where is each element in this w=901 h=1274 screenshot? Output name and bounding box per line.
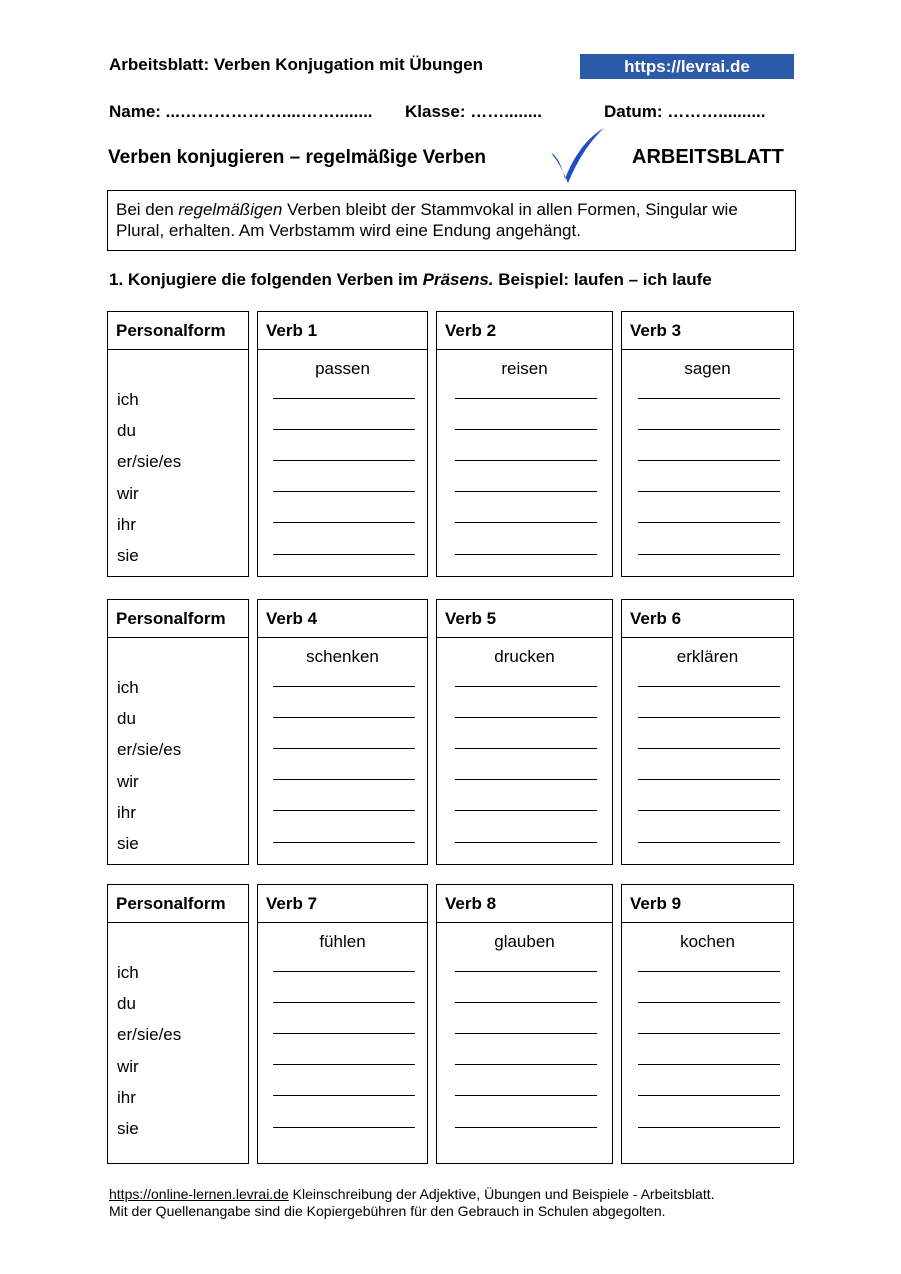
- answer-line[interactable]: [273, 398, 415, 399]
- verb-column: [257, 311, 428, 577]
- worksheet-title: Arbeitsblatt: Verben Konjugation mit Übungen: [109, 55, 483, 74]
- site-badge: https://levrai.de: [580, 54, 794, 79]
- answer-line[interactable]: [455, 748, 597, 749]
- answer-line[interactable]: [455, 460, 597, 461]
- answer-line[interactable]: [455, 1127, 597, 1128]
- answer-line[interactable]: [638, 748, 780, 749]
- answer-line[interactable]: [455, 686, 597, 687]
- answer-line[interactable]: [455, 779, 597, 780]
- verb-infinitive: reisen: [501, 359, 548, 378]
- pronoun-label: sie: [117, 1119, 139, 1138]
- personalform-column: [107, 599, 249, 865]
- answer-line[interactable]: [455, 429, 597, 430]
- pronoun-label: wir: [117, 1057, 139, 1076]
- pronoun-label: du: [117, 994, 136, 1013]
- answer-line[interactable]: [638, 522, 780, 523]
- personalform-header: Personalform: [108, 312, 248, 350]
- verb-column: [436, 884, 613, 1164]
- answer-line[interactable]: [638, 686, 780, 687]
- info-text: Bei den: [116, 200, 179, 219]
- task-emphasis: Präsens.: [422, 270, 494, 289]
- answer-line[interactable]: [273, 1127, 415, 1128]
- footer-text: Kleinschreibung der Adjektive, Übungen und Beispiele - Arbeitsblatt.: [288, 1186, 715, 1202]
- answer-line[interactable]: [273, 748, 415, 749]
- personalform-header: Personalform: [108, 600, 248, 638]
- pronoun-label: sie: [117, 546, 139, 565]
- personalform-column: [107, 884, 249, 1164]
- verb-column: [621, 599, 794, 865]
- name-field: Name: ...………………....……........: [109, 102, 373, 121]
- footer: [109, 1186, 715, 1220]
- pronoun-label: ihr: [117, 515, 136, 534]
- footer-note: Mit der Quellenangabe sind die Kopiergebühren für den Gebrauch in Schulen abgegolten.: [109, 1203, 666, 1219]
- klasse-field: Klasse: ……........: [405, 102, 542, 121]
- answer-line[interactable]: [455, 1002, 597, 1003]
- answer-line[interactable]: [638, 1033, 780, 1034]
- answer-line[interactable]: [273, 1002, 415, 1003]
- answer-line[interactable]: [638, 491, 780, 492]
- answer-line[interactable]: [455, 1033, 597, 1034]
- answer-line[interactable]: [638, 1064, 780, 1065]
- info-box: [107, 190, 796, 251]
- pronoun-label: er/sie/es: [117, 740, 182, 759]
- answer-line[interactable]: [273, 717, 415, 718]
- verb-infinitive: passen: [315, 359, 370, 378]
- answer-line[interactable]: [273, 1064, 415, 1065]
- answer-line[interactable]: [273, 971, 415, 972]
- pronoun-label: wir: [117, 772, 139, 791]
- answer-line[interactable]: [273, 1095, 415, 1096]
- pronoun-label: er/sie/es: [117, 1025, 182, 1044]
- pronoun-label: ihr: [117, 1088, 136, 1107]
- answer-line[interactable]: [273, 779, 415, 780]
- answer-line[interactable]: [455, 971, 597, 972]
- pronoun-label: wir: [117, 484, 139, 503]
- section-title: Verben konjugieren – regelmäßige Verben: [108, 147, 487, 168]
- answer-line[interactable]: [638, 460, 780, 461]
- verb-infinitive: erklären: [676, 647, 739, 666]
- answer-line[interactable]: [273, 686, 415, 687]
- answer-line[interactable]: [455, 398, 597, 399]
- worksheet-label: ARBEITSBLATT: [632, 146, 784, 168]
- answer-line[interactable]: [638, 1095, 780, 1096]
- verb-column: [621, 884, 794, 1164]
- answer-line[interactable]: [273, 1033, 415, 1034]
- answer-line[interactable]: [638, 717, 780, 718]
- verb-infinitive: kochen: [680, 932, 735, 951]
- verb-header: Verb 8: [437, 885, 612, 923]
- answer-line[interactable]: [455, 554, 597, 555]
- answer-line[interactable]: [638, 779, 780, 780]
- verb-header: Verb 5: [437, 600, 612, 638]
- answer-line[interactable]: [273, 460, 415, 461]
- footer-link[interactable]: https://online-lernen.levrai.de: [109, 1186, 289, 1202]
- pronoun-label: ich: [117, 963, 139, 982]
- answer-line[interactable]: [273, 522, 415, 523]
- answer-line[interactable]: [638, 1002, 780, 1003]
- answer-line[interactable]: [273, 554, 415, 555]
- answer-line[interactable]: [455, 717, 597, 718]
- answer-line[interactable]: [638, 429, 780, 430]
- answer-line[interactable]: [638, 971, 780, 972]
- pronoun-label: ihr: [117, 803, 136, 822]
- answer-line[interactable]: [273, 491, 415, 492]
- verb-infinitive: drucken: [494, 647, 555, 666]
- answer-line[interactable]: [273, 429, 415, 430]
- answer-line[interactable]: [455, 1064, 597, 1065]
- answer-line[interactable]: [455, 491, 597, 492]
- verb-header: Verb 4: [258, 600, 427, 638]
- task-instruction: 1. Konjugiere die folgenden Verben im Präsens. Beispiel: laufen – ich laufe: [109, 270, 712, 289]
- answer-line[interactable]: [638, 842, 780, 843]
- verb-column: [621, 311, 794, 577]
- pronoun-label: du: [117, 709, 136, 728]
- pronoun-label: ich: [117, 678, 139, 697]
- verb-column: [257, 884, 428, 1164]
- pronoun-label: ich: [117, 390, 139, 409]
- verb-header: Verb 9: [622, 885, 793, 923]
- verb-infinitive: sagen: [684, 359, 731, 378]
- datum-field: Datum: ………..........: [604, 102, 766, 121]
- answer-line[interactable]: [638, 1127, 780, 1128]
- pronoun-label: sie: [117, 834, 139, 853]
- verb-column: [436, 599, 613, 865]
- personalform-column: [107, 311, 249, 577]
- checkmark-icon: [548, 125, 606, 185]
- answer-line[interactable]: [273, 810, 415, 811]
- personalform-header: Personalform: [108, 885, 248, 923]
- verb-header: Verb 7: [258, 885, 427, 923]
- pronoun-label: du: [117, 421, 136, 440]
- answer-line[interactable]: [638, 398, 780, 399]
- answer-line[interactable]: [455, 1095, 597, 1096]
- answer-line[interactable]: [455, 522, 597, 523]
- verb-header: Verb 6: [622, 600, 793, 638]
- verb-infinitive: schenken: [306, 647, 379, 666]
- verb-column: [257, 599, 428, 865]
- verb-infinitive: glauben: [494, 932, 555, 951]
- verb-header: Verb 2: [437, 312, 612, 350]
- verb-header: Verb 3: [622, 312, 793, 350]
- verb-column: [436, 311, 613, 577]
- answer-line[interactable]: [455, 810, 597, 811]
- info-emphasis: regelmäßigen: [178, 200, 283, 219]
- pronoun-label: er/sie/es: [117, 452, 182, 471]
- answer-line[interactable]: [638, 554, 780, 555]
- verb-infinitive: fühlen: [319, 932, 366, 951]
- answer-line[interactable]: [273, 842, 415, 843]
- verb-header: Verb 1: [258, 312, 427, 350]
- info-text-rest: Verben bleibt der Stammvokal in allen Formen, Singular wie Plural, erhalten. Am Verbstamm wird eine Endung angehängt.: [116, 200, 738, 240]
- answer-line[interactable]: [638, 810, 780, 811]
- answer-line[interactable]: [455, 842, 597, 843]
